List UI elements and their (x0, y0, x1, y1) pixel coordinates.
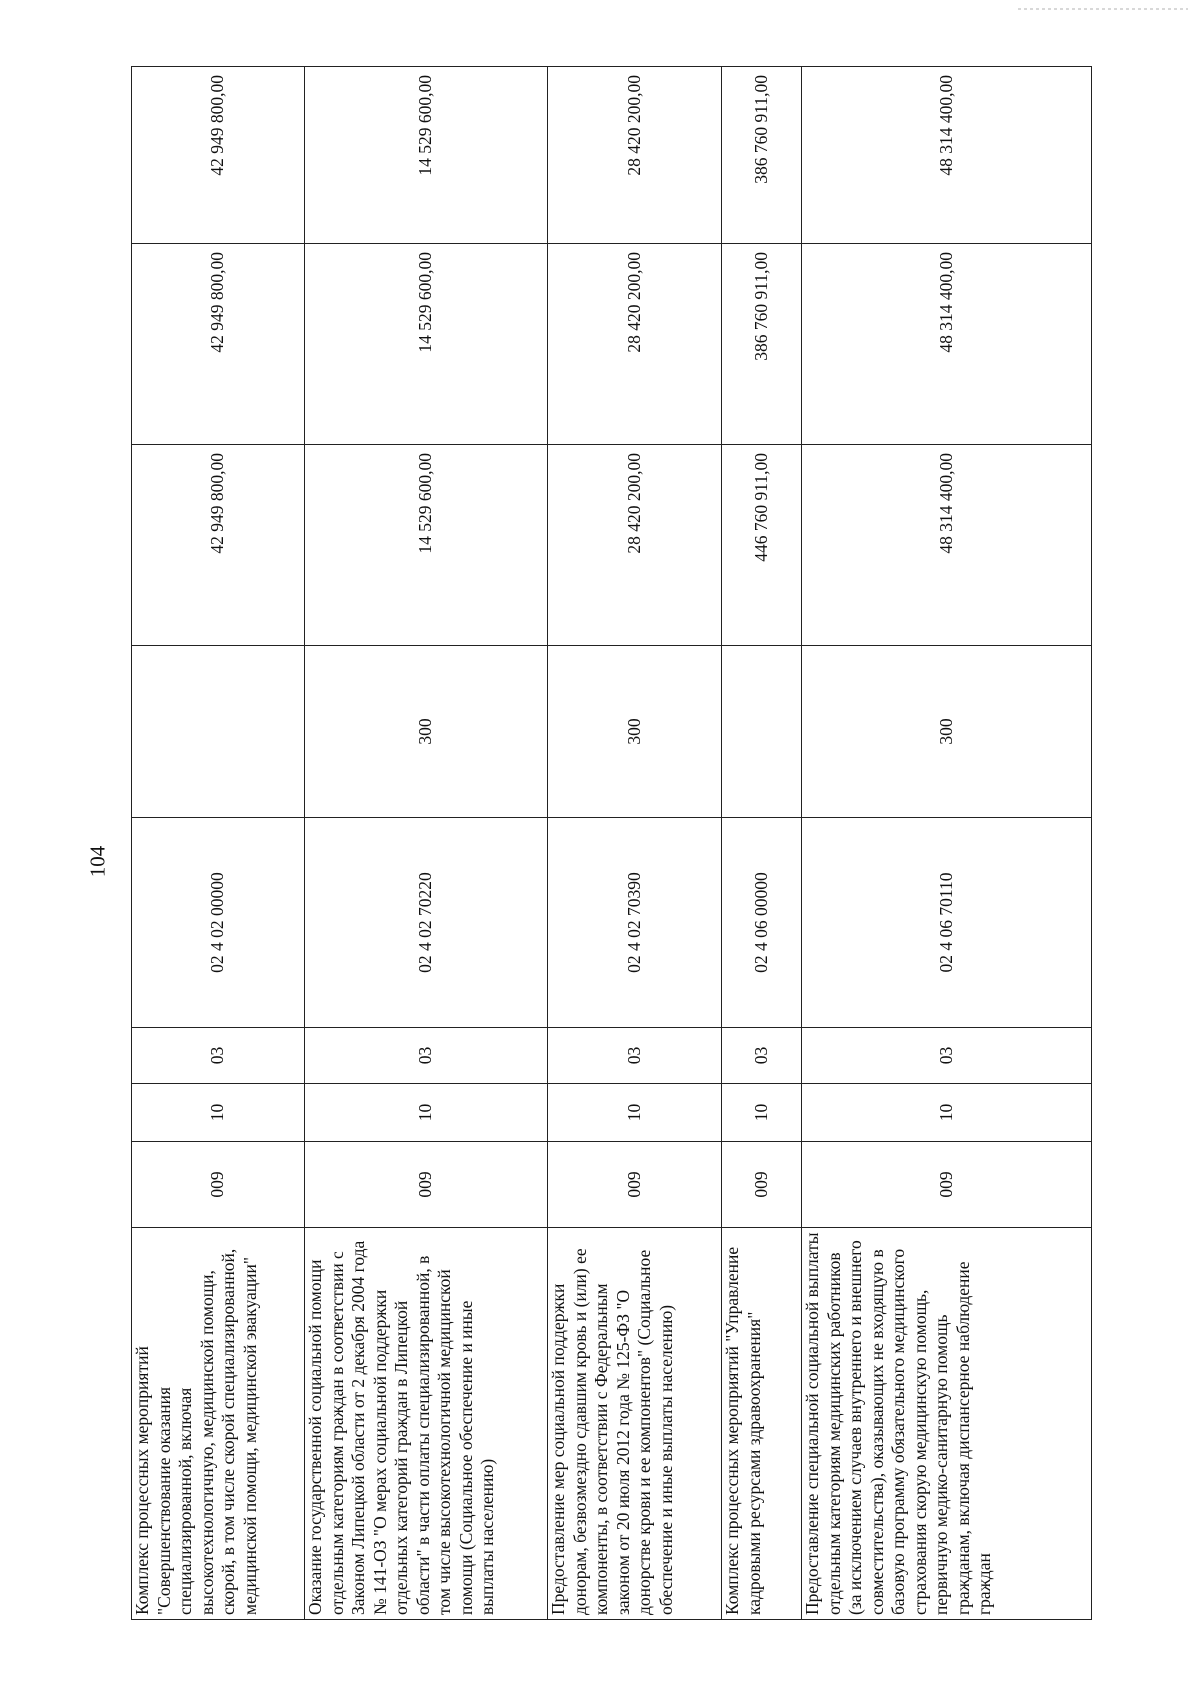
sum-year-1: 28 420 200,00 (548, 445, 722, 646)
sum-year-3: 14 529 600,00 (305, 67, 548, 244)
expense-type: 300 (548, 646, 722, 818)
ministry-code: 009 (802, 1142, 1092, 1228)
subsection-code: 03 (802, 1028, 1092, 1084)
sum-year-3: 28 420 200,00 (548, 67, 722, 244)
sum-year-3: 386 760 911,00 (722, 67, 802, 244)
sum-year-1: 42 949 800,00 (132, 445, 305, 646)
row-name: Предоставление мер социальной поддержки донорам, безвозмездно сдавшим кровь и (или) ее компоненты, в соответствии с Федеральным законом от 20 июля 2012 года № 125-ФЗ "О донорстве крови и ее компонентов" (Социальное обеспечение и иные выплаты населению) (548, 1228, 722, 1620)
section-code: 10 (722, 1084, 802, 1142)
sum-year-2: 386 760 911,00 (722, 244, 802, 445)
sum-year-3: 42 949 800,00 (132, 67, 305, 244)
ministry-code: 009 (722, 1142, 802, 1228)
target-article: 02 4 06 70110 (802, 818, 1092, 1028)
row-name: Комплекс процессных мероприятий "Управление кадровыми ресурсами здравоохранения" (722, 1228, 802, 1620)
table-row (548, 67, 722, 1620)
target-article: 02 4 02 70220 (305, 818, 548, 1028)
row-name: Оказание государственной социальной помощи отдельным категориям граждан в соответствии с Законом Липецкой области от 2 декабря 2004 года № 141-ОЗ "О мерах социальной поддержки отдельных категорий граждан в Липецкой области" в части оплаты специализированной, в том числе высокотехнологичной медицинской помощи (Социальное обеспечение и иные выплаты населению) (305, 1228, 548, 1620)
section-code: 10 (548, 1084, 722, 1142)
section-code: 10 (132, 1084, 305, 1142)
expense-type: 300 (802, 646, 1092, 818)
expense-type (722, 646, 802, 818)
target-article: 02 4 02 70390 (548, 818, 722, 1028)
row-name: Комплекс процессных мероприятий "Совершенствование оказания специализированной, включая высокотехнологичную, медицинской помощи, скорой, в том числе скорой специализированной, медицинской помощи, медицинской эвакуации" (132, 1228, 305, 1620)
page-number: 104 (85, 845, 110, 878)
expense-type (132, 646, 305, 818)
table-row (305, 67, 548, 1620)
scan-artifact (1018, 8, 1188, 10)
subsection-code: 03 (305, 1028, 548, 1084)
sum-year-2: 28 420 200,00 (548, 244, 722, 445)
budget-table (131, 67, 1091, 1620)
subsection-code: 03 (132, 1028, 305, 1084)
table-row (802, 67, 1092, 1620)
sum-year-1: 446 760 911,00 (722, 445, 802, 646)
sum-year-2: 14 529 600,00 (305, 244, 548, 445)
expense-type: 300 (305, 646, 548, 818)
target-article: 02 4 06 00000 (722, 818, 802, 1028)
table-row (722, 67, 802, 1620)
section-code: 10 (802, 1084, 1092, 1142)
target-article: 02 4 02 00000 (132, 818, 305, 1028)
ministry-code: 009 (548, 1142, 722, 1228)
ministry-code: 009 (132, 1142, 305, 1228)
section-code: 10 (305, 1084, 548, 1142)
ministry-code: 009 (305, 1142, 548, 1228)
sum-year-3: 48 314 400,00 (802, 67, 1092, 244)
subsection-code: 03 (722, 1028, 802, 1084)
sum-year-2: 42 949 800,00 (132, 244, 305, 445)
subsection-code: 03 (548, 1028, 722, 1084)
sum-year-1: 14 529 600,00 (305, 445, 548, 646)
sum-year-1: 48 314 400,00 (802, 445, 1092, 646)
row-name: Предоставление специальной социальной выплаты отдельным категориям медицинских работников (за исключением случаев внутреннего и внешнего совместительства), оказывающих не входящую в базовую программу обязательного медицинского страхования скорую медицинскую помощь, первичную медико-санитарную помощь гражданам, включая диспансерное наблюдение граждан (802, 1228, 1092, 1620)
table-row (132, 67, 305, 1620)
sum-year-2: 48 314 400,00 (802, 244, 1092, 445)
